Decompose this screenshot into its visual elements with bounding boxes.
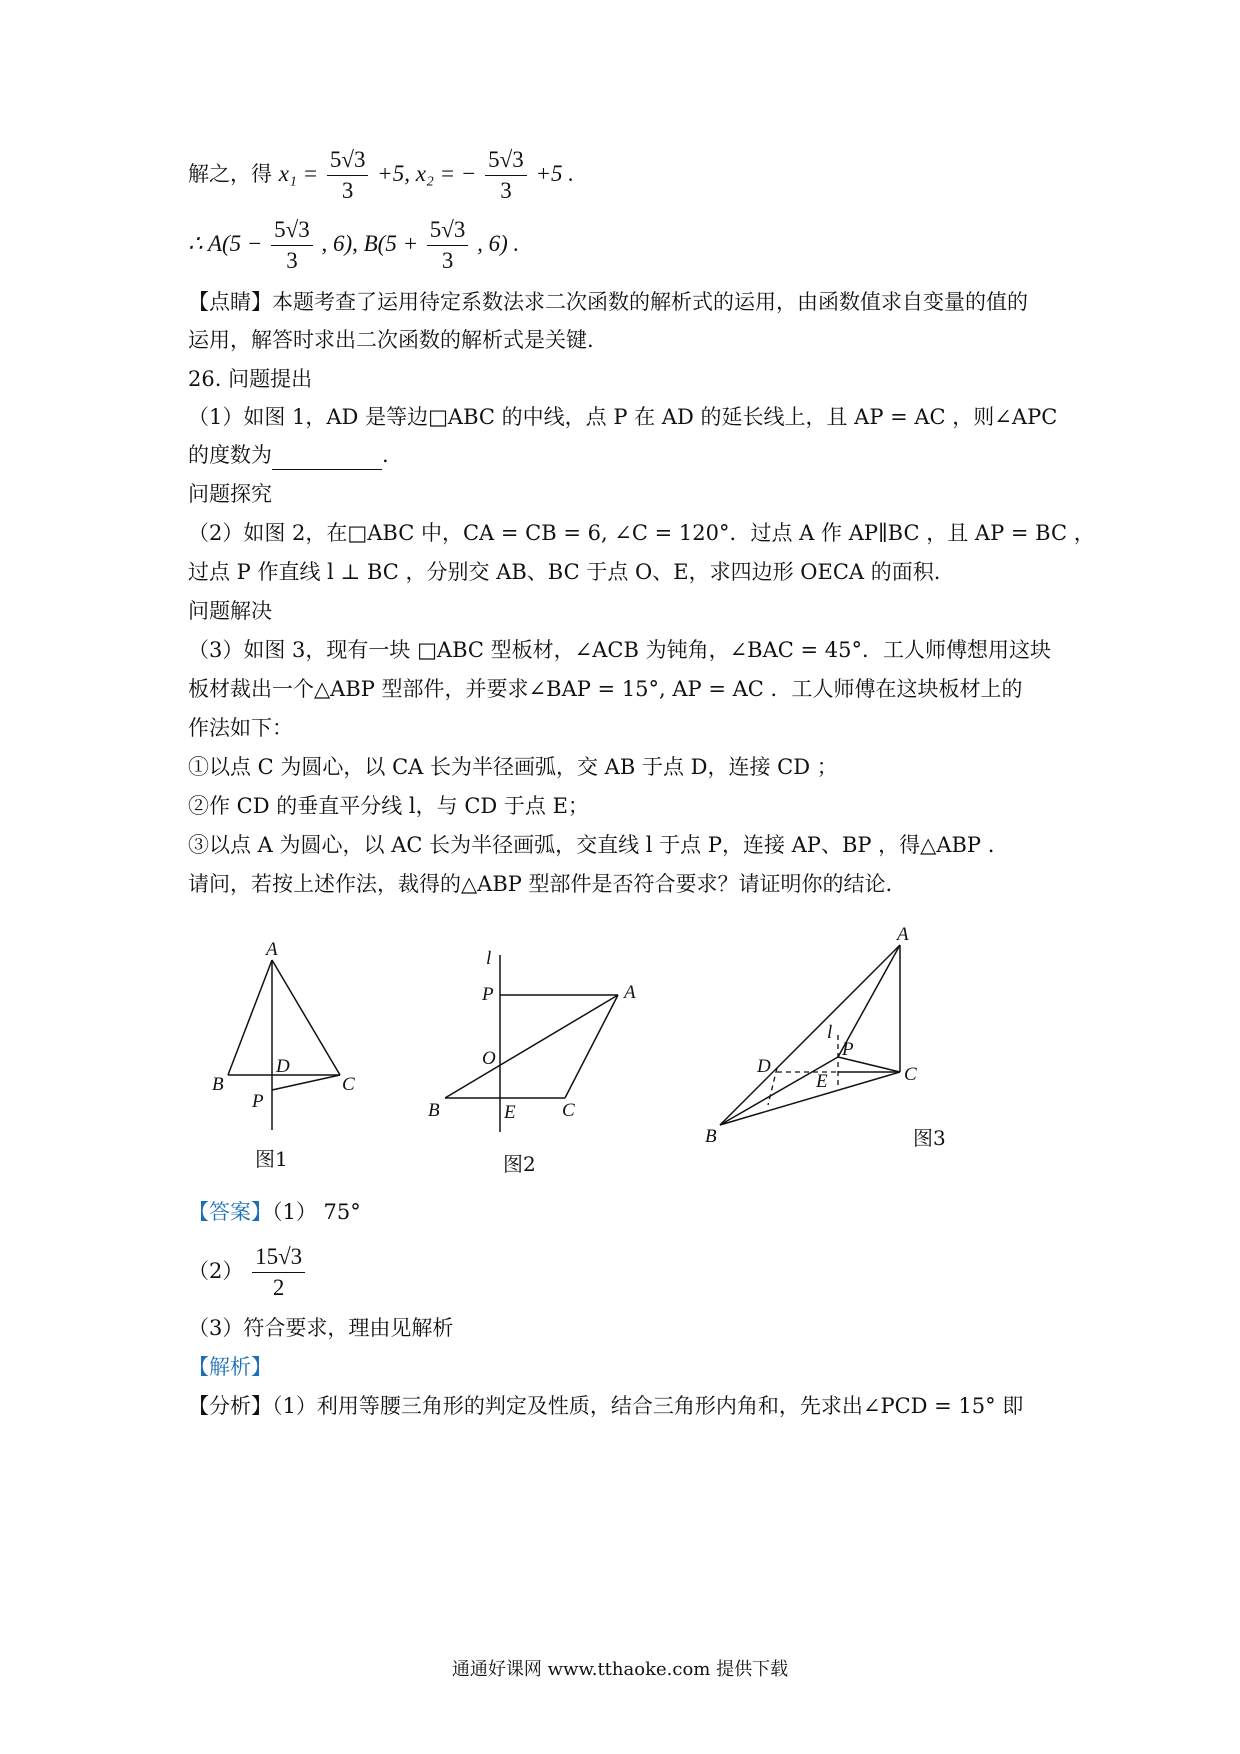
answer-1: （1） 75° [272,1200,361,1224]
question-1-line-a: （1）如图 1，AD 是等边□ABC 的中线，点 P 在 AD 的延长线上，且 AP = AC ，则∠APC [188,405,1058,429]
answer-blank [272,449,382,470]
fraction-numerator: 5√3 [271,215,313,246]
expr-tail: +5 . [535,161,574,186]
question-3-line-c: 作法如下： [188,716,293,740]
figure-3 [690,920,950,1150]
question-text: 的度数为 [188,443,272,467]
expr-x2: +5, x₂ = − [377,161,477,186]
fraction-numerator: 5√3 [327,145,369,176]
fenxi-tag: 【分析】 [188,1394,272,1418]
fraction [327,145,369,206]
fraction [485,145,527,206]
dianjing-text: 本题考查了运用待定系数法求二次函数的解析式的运用，由函数值求自变量的值的 [272,290,1028,314]
label-B: B [705,1126,717,1147]
solution-prefix: 解之，得 [188,162,272,186]
question-1-line-b [188,440,389,470]
expr-tail: , 6) . [477,231,520,256]
label-C: C [562,1100,575,1121]
dianjing-text: 运用，解答时求出二次函数的解析式是关键. [188,328,594,352]
fraction-denominator: 3 [500,178,512,203]
question-text: . [382,443,389,467]
figure-2 [420,940,650,1140]
section-heading-explore: 问题探究 [188,482,272,506]
construction-step-3: ③以点 A 为圆心，以 AC 长为半径画弧，交直线 l 于点 P，连接 AP、BP ，得△ABP . [188,833,995,857]
label-E: E [504,1102,516,1123]
fraction-denominator: 3 [341,178,354,203]
label-A: A [897,924,909,945]
question-2-line-b: 过点 P 作直线 l ⊥ BC ，分别交 AB、BC 于点 O、E，求四边形 OECA 的面积. [188,560,941,584]
answer-line-2 [188,1242,307,1303]
figure-1 [200,940,400,1140]
page-footer: 通通好课网 www.tthaoke.com 提供下载 [451,1659,789,1680]
expr-x1: x₁ = [278,161,319,186]
expr-B: , 6), B(5 + [321,231,419,256]
answer-tag: 【答案】 [188,1200,272,1224]
label-l: l [486,948,492,969]
label-B: B [212,1074,224,1095]
label-D: D [276,1056,290,1077]
fraction-denominator: 3 [286,248,298,273]
label-O: O [482,1048,496,1069]
solution-line-1 [188,145,574,206]
question-3-ask: 请问，若按上述作法，裁得的△ABP 型部件是否符合要求？请证明你的结论. [188,872,893,896]
label-P: P [482,984,494,1005]
question-3-line-b: 板材裁出一个△ABP 型部件，并要求∠BAP = 15°, AP = AC ．工人师傅在这块板材上的 [188,677,1023,701]
figure-2-caption: 图2 [503,1152,536,1176]
label-D: D [757,1056,771,1077]
fraction [427,215,469,276]
fraction [271,215,313,276]
section-heading-solve: 问题解决 [188,599,272,623]
figure-3-caption: 图3 [913,1126,946,1150]
dianjing-line-1 [188,287,1028,317]
label-l: l [827,1022,833,1043]
label-C: C [904,1064,917,1085]
dianjing-tag: 【点睛】 [188,290,272,314]
answer-line-3: （3）符合要求，理由见解析 [188,1316,454,1340]
construction-step-2: ②作 CD 的垂直平分线 l，与 CD 于点 E； [188,794,589,818]
fraction-denominator: 2 [272,1275,285,1300]
answer-2-prefix: （2） [188,1259,244,1283]
label-C: C [342,1074,355,1095]
fraction [252,1242,305,1303]
fraction-numerator: 5√3 [427,215,469,246]
figure-1-caption: 图1 [255,1147,288,1171]
fraction-numerator: 5√3 [485,145,527,176]
analysis-tag: 【解析】 [188,1355,272,1379]
question-3-line-a: （3）如图 3，现有一块 □ABC 型板材，∠ACB 为钝角，∠BAC = 45°．工人师傅想用这块 [188,638,1052,662]
fenxi-text: （1）利用等腰三角形的判定及性质，结合三角形内角和，先求出∠PCD = 15° 即 [272,1394,1024,1418]
solution-line-2 [188,215,519,276]
dianjing-line-2 [188,325,594,355]
label-A: A [624,982,636,1003]
question-2-line-a: （2）如图 2，在□ABC 中，CA = CB = 6, ∠C = 120°．过点 A 作 AP∥BC ，且 AP = BC ， [188,521,1095,545]
label-A: A [266,940,278,960]
fraction-numerator: 15√3 [252,1242,305,1273]
fraction-denominator: 3 [441,248,454,273]
analysis-line [188,1391,1023,1421]
label-P: P [842,1039,854,1060]
label-B: B [428,1100,440,1121]
answer-line-1 [188,1197,361,1227]
label-P: P [252,1091,264,1112]
label-E: E [816,1071,828,1092]
expr-A: ∴ A(5 − [188,231,263,256]
problem-number: 26. 问题提出 [188,367,313,391]
construction-step-1: ①以点 C 为圆心，以 CA 长为半径画弧，交 AB 于点 D，连接 CD ； [188,755,838,779]
